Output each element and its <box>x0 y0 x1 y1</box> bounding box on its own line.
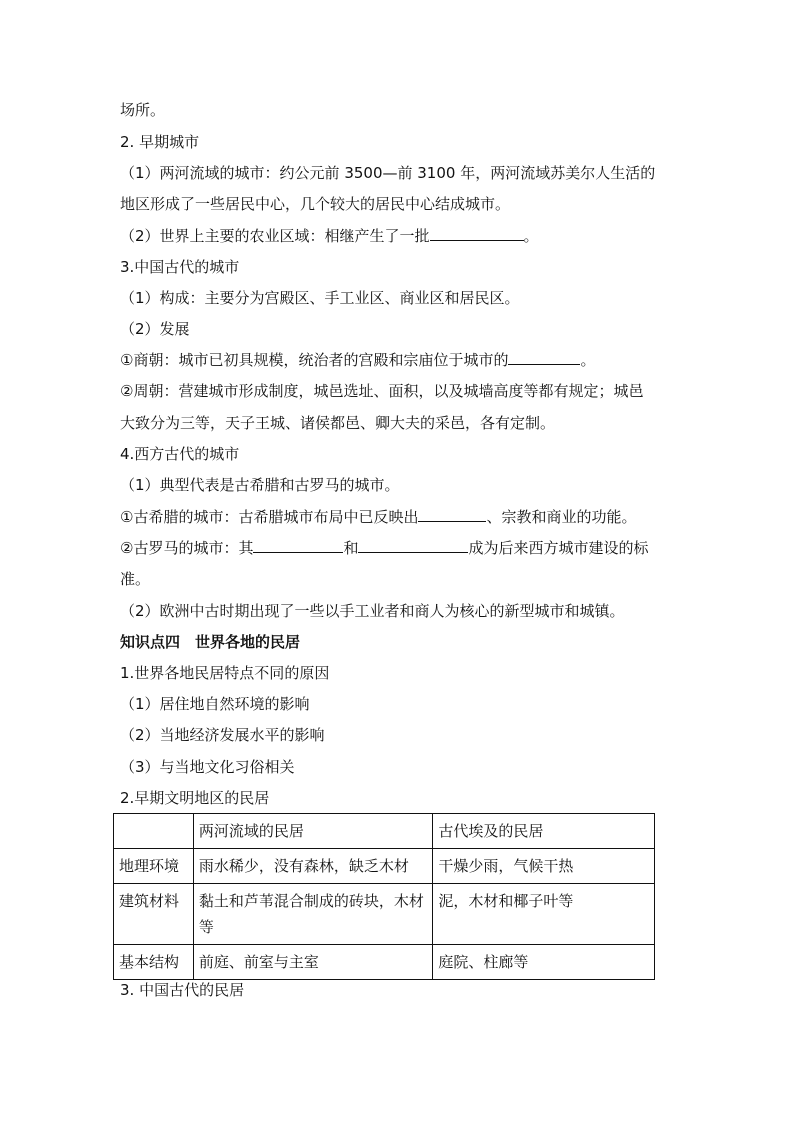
text-line: （2）当地经济发展水平的影响 <box>120 726 325 744</box>
text-fragment: 成为后来西方城市建设的标 <box>468 539 649 557</box>
text-line: （2）欧洲中古时期出现了一些以手工业者和商人为核心的新型城市和城镇。 <box>120 602 625 620</box>
table-header-row <box>114 814 655 849</box>
answer-blank[interactable] <box>253 538 343 553</box>
fill-blank-line <box>120 507 636 527</box>
table-header-cell: 古代埃及的民居 <box>433 814 655 849</box>
table-cell: 前庭、前室与主室 <box>193 945 433 980</box>
text-fragment: ①商朝：城市已初具规模，统治者的宫殿和宗庙位于城市的 <box>120 351 509 369</box>
text-fragment: 。 <box>580 351 596 369</box>
table-cell: 泥，木材和椰子叶等 <box>433 884 655 945</box>
section-heading: 1.世界各地民居特点不同的原因 <box>120 664 330 682</box>
table-row <box>114 849 655 884</box>
row-label-cell: 建筑材料 <box>114 884 194 945</box>
answer-blank[interactable] <box>508 350 580 365</box>
table-cell: 黏土和芦苇混合制成的砖块，木材等 <box>193 884 433 945</box>
section-heading: 3. 中国古代的民居 <box>120 981 245 999</box>
table-cell: 庭院、柱廊等 <box>433 945 655 980</box>
answer-blank[interactable] <box>430 226 524 241</box>
answer-blank[interactable] <box>358 538 468 553</box>
section-heading: 4.西方古代的城市 <box>120 445 240 463</box>
text-fragment: ②古罗马的城市：其 <box>120 539 254 557</box>
text-fragment: ①古希腊的城市：古希腊城市布局中已反映出 <box>120 508 419 526</box>
text-line: 地区形成了一些居民中心，几个较大的居民中心结成城市。 <box>120 195 511 213</box>
row-label-cell: 基本结构 <box>114 945 194 980</box>
section-heading: 2.早期文明地区的民居 <box>120 789 270 807</box>
text-line: 场所。 <box>120 101 166 119</box>
table-row <box>114 945 655 980</box>
dwelling-comparison-table <box>113 813 655 980</box>
text-fragment: 和 <box>343 539 359 557</box>
text-line: （3）与当地文化习俗相关 <box>120 758 295 776</box>
text-fragment: 。 <box>523 227 539 245</box>
text-line: ②周朝：营建城市形成制度，城邑选址、面积，以及城墙高度等都有规定；城邑 <box>120 382 644 400</box>
section-heading: 3.中国古代的城市 <box>120 258 240 276</box>
table-header-cell: 两河流域的民居 <box>193 814 433 849</box>
knowledge-point-heading: 知识点四 世界各地的民居 <box>120 633 301 651</box>
table-cell: 干燥少雨，气候干热 <box>433 849 655 884</box>
text-fragment: （2）世界上主要的农业区域：相继产生了一批 <box>120 227 430 245</box>
text-fragment: 、宗教和商业的功能。 <box>486 508 637 526</box>
fill-blank-line <box>120 226 539 246</box>
text-line: （1）典型代表是古希腊和古罗马的城市。 <box>120 476 400 494</box>
fill-blank-line <box>120 538 648 558</box>
row-label-cell: 地理环境 <box>114 849 194 884</box>
text-line: 准。 <box>120 570 151 588</box>
table-header-cell <box>114 814 194 849</box>
fill-blank-line <box>120 350 595 370</box>
text-line: （2）发展 <box>120 320 190 338</box>
text-line: （1）居住地自然环境的影响 <box>120 695 310 713</box>
table-row <box>114 884 655 945</box>
text-line: （1）构成：主要分为宫殿区、手工业区、商业区和居民区。 <box>120 289 520 307</box>
text-line: （1）两河流域的城市：约公元前 3500—前 3100 年，两河流域苏美尔人生活的 <box>120 164 656 182</box>
answer-blank[interactable] <box>418 507 486 522</box>
text-line: 大致分为三等，天子王城、诸侯都邑、卿大夫的采邑，各有定制。 <box>120 414 556 432</box>
section-heading: 2. 早期城市 <box>120 133 200 151</box>
table-cell: 雨水稀少，没有森林，缺乏木材 <box>193 849 433 884</box>
